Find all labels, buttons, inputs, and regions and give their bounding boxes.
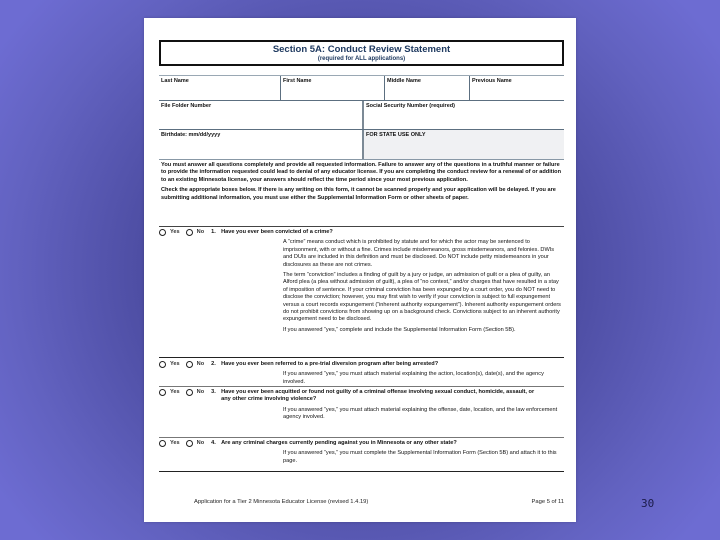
instructions (161, 162, 563, 205)
q4-yes-option[interactable]: Yes (159, 440, 180, 447)
divider (159, 226, 564, 227)
question-text: Have you ever been acquitted or found not guilty of a criminal offense involving sexual conduct, homicide, assault, or any other crime involving violence? (221, 389, 535, 403)
birthdate-row (159, 130, 564, 160)
section-subtitle: (required for ALL applications) (317, 56, 406, 62)
radio-icon[interactable] (186, 229, 193, 236)
q1-no-option[interactable]: No (186, 229, 204, 236)
radio-icon[interactable] (186, 389, 193, 396)
file-folder-number-field[interactable]: File Folder Number (159, 101, 364, 129)
instructions-paragraph-2: Check the appropriate boxes below. If there is any writing on this form, it cannot be scanned properly and your application will be delayed. If you are submitting additional information, you must use either the Supplemental Information Form or other sheets of paper. (161, 187, 556, 201)
question-number: 2. (211, 361, 216, 367)
radio-icon[interactable] (186, 361, 193, 368)
radio-icon[interactable] (159, 440, 166, 447)
question-explanation: A “crime” means conduct which is prohibited by statute and for which the actor may be sentenced to imprisonment, with or without a fine. Crimes include misdemeanors, gross misdemeanors, and felonies. DWIs and DUIs are included in this definition and must be disclosed. Do NOT include petty misdemeanors in your disclosures as these are not crimes. The term “conviction” includes a finding of guilt by a jury or judge, an admission of guilt or a plea of guilty, an Alford plea (a plea without admission of guilt), a plea of “no contest,” and/or charges that have resulted in a stay of imposition of sentence. If your criminal conviction has been expunged by a court order, you do NOT need to disclose the conviction; however, you may first wish to verify if your conviction is subject to full expungement versus a court records expungement (“inherent authority expungement”). Inherent authority expungement orders do not prohibit convictions from showing up on a background check. Convictions subject to an inherent authority expungement need to be disclosed. If you answered “yes,” complete and include the Supplemental Information Form (Section 5B). (283, 239, 561, 333)
applicant-info-grid (159, 75, 564, 160)
birthdate-field[interactable]: Birthdate: mm/dd/yyyy (159, 130, 364, 159)
last-name-field[interactable]: Last Name (159, 76, 281, 100)
state-use-only-box: FOR STATE USE ONLY (364, 130, 564, 159)
q1-yes-option[interactable]: Yes (159, 229, 180, 236)
instructions-paragraph-1: You must answer all questions completely and provide all requested information. Failure to answer any of the questions in a truthful manner or failure to provide the information requested could lead to denial of any educator license. If you are completing the conduct review for a renewal of or addition to an existing Minnesota license, your answers should reflect the time period since your most previous application. (161, 162, 562, 183)
question-text: Have you ever been referred to a pre-trial diversion program after being arrested? (221, 361, 439, 367)
page-footer (194, 499, 564, 505)
document-page (144, 18, 576, 522)
question-number: 1. (211, 229, 216, 235)
section-title: Section 5A: Conduct Review Statement (272, 44, 451, 55)
slide-number: 30 (641, 497, 655, 510)
id-row (159, 101, 564, 130)
divider (159, 471, 564, 472)
q2-no-option[interactable]: No (186, 361, 204, 368)
q2-yes-option[interactable]: Yes (159, 361, 180, 368)
question-explanation: If you answered “yes,” you must attach material explaining the offense, date, location, and the law enforcement agency involved. (283, 406, 558, 421)
radio-icon[interactable] (159, 361, 166, 368)
q3-yes-option[interactable]: Yes (159, 389, 180, 396)
radio-icon[interactable] (159, 229, 166, 236)
previous-name-field[interactable]: Previous Name (472, 78, 512, 84)
question-text: Are any criminal charges currently pending against you in Minnesota or any other state? (221, 440, 457, 446)
divider (159, 437, 564, 438)
question-1 (159, 229, 564, 337)
question-3 (159, 389, 564, 425)
section-title-box (159, 40, 564, 66)
radio-icon[interactable] (159, 389, 166, 396)
question-number: 3. (211, 389, 216, 395)
name-row (159, 76, 564, 101)
question-explanation: If you answered “yes,” you must complete the Supplemental Information Form (Section 5B) and attach it to this page. (283, 450, 557, 464)
divider (159, 357, 564, 358)
ssn-field[interactable]: Social Security Number (required) (366, 103, 455, 109)
q3-no-option[interactable]: No (186, 389, 204, 396)
footer-form-title: Application for a Tier 2 Minnesota Educator License (revised 1.4.19) (194, 499, 369, 505)
question-text: Have you ever been convicted of a crime? (221, 229, 333, 235)
radio-icon[interactable] (186, 440, 193, 447)
q4-no-option[interactable]: No (186, 440, 204, 447)
question-number: 4. (211, 440, 216, 446)
middle-name-field[interactable]: Middle Name (385, 76, 470, 100)
question-explanation: If you answered “yes,” you must attach material explaining the action, location(s), date(s), and the agency involved. (283, 371, 544, 385)
question-2 (159, 361, 564, 389)
question-4 (159, 440, 564, 468)
footer-page-number: Page 5 of 11 (531, 499, 564, 505)
divider (159, 386, 564, 387)
first-name-field[interactable]: First Name (281, 76, 385, 100)
